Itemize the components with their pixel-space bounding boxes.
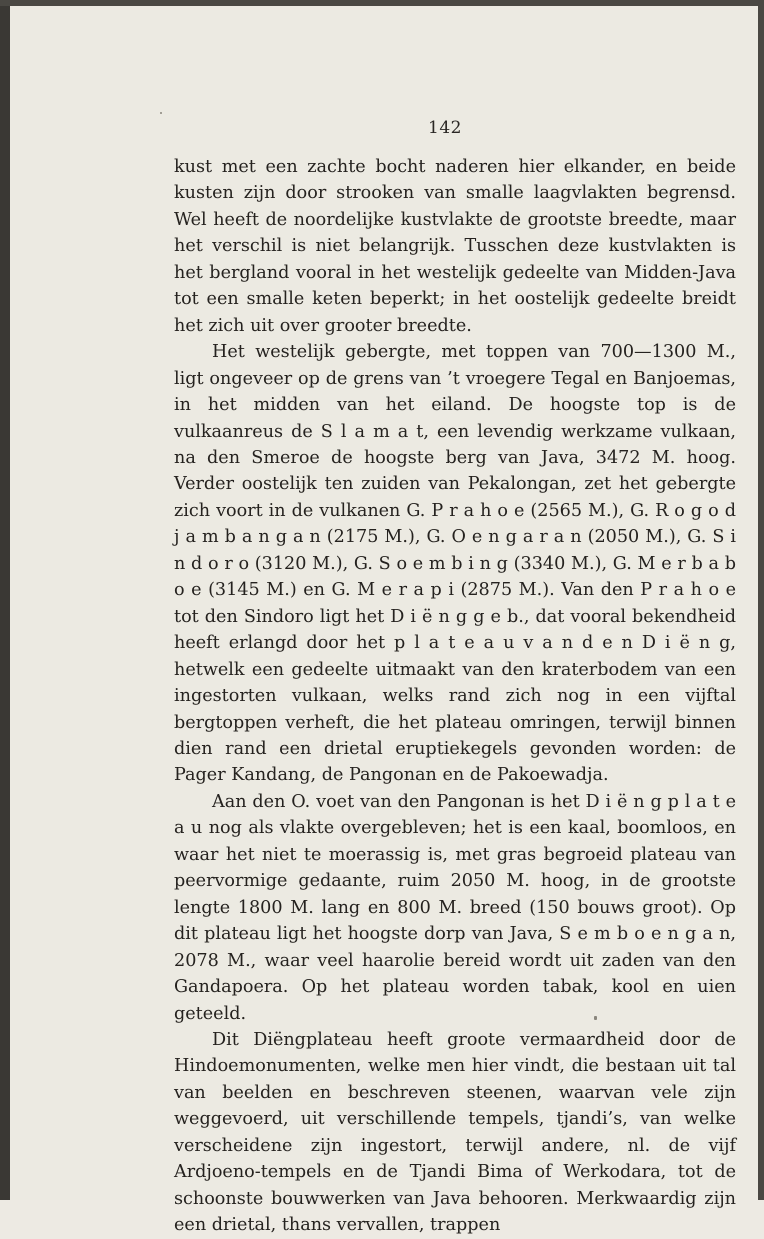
paragraph-3: Aan den O. voet van den Pangonan is het D i ë n g p l a t e a u nog als vlakte overgebleven; het is een kaal, boomloos, en waar het niet te moerassig is, met gras begroeid plateau van peervormige gedaante, ruim 2050 M. hoog, in de grootste lengte 1800 M. lang en 800 M. breed (150 bouws groot). Op dit plateau ligt het hoogste dorp van Java, S e m b o e n g a n, 2078 M., waar veel haarolie bereid wordt uit zaden van den Gandapoera. Op het plateau worden tabak, kool en uien geteeld. <box>174 791 736 1024</box>
paper-speck <box>160 112 162 114</box>
page-number: 142 <box>428 118 462 138</box>
scan-border-right <box>758 0 764 1200</box>
body-text <box>174 154 736 1239</box>
scan-border-left <box>0 0 10 1200</box>
paper-speck <box>594 1016 597 1020</box>
paragraph-1: kust met een zachte bocht naderen hier elkander, en beide kusten zijn door strooken van smalle laagvlakten begrensd. Wel heeft de noordelijke kustvlakte de grootste breedte, maar het verschil is niet belangrijk. Tusschen deze kustvlakten is het bergland vooral in het westelijk gedeelte van Midden-Java tot een smalle keten beperkt; in het oostelijk gedeelte breidt het zich uit over grooter breedte. <box>174 157 736 336</box>
book-page <box>10 6 758 1236</box>
paragraph-2: Het westelijk gebergte, met toppen van 700—1300 M., ligt ongeveer op de grens van ’t vroegere Tegal en Banjoemas, in het midden van het eiland. De hoogste top is de vulkaanreus de S l a m a t, een levendig werkzame vulkaan, na den Smeroe de hoogste berg van Java, 3472 M. hoog. Verder oostelijk ten zuiden van Pekalongan, zet het gebergte zich voort in de vulkanen G. P r a h o e (2565 M.), G. R o g o d j a m b a n g a n (2175 M.), G. O e n g a r a n (2050 M.), G. S i n d o r o (3120 M.), G. S o e m b i n g (3340 M.), G. M e r b a b o e (3145 M.) en G. M e r a p i (2875 M.). Van den P r a h o e tot den Sindoro ligt het D i ë n g g e b., dat vooral bekendheid heeft erlangd door het p l a t e a u v a n d e n D i ë n g, hetwelk een gedeelte uitmaakt van den kraterbodem van een ingestorten vulkaan, welks rand zich nog in een vijftal bergtoppen verheft, die het plateau omringen, terwijl binnen dien rand een drietal eruptiekegels gevonden worden: de Pager Kandang, de Pangonan en de Pakoewadja. <box>174 342 736 786</box>
paragraph-4: Dit Diëngplateau heeft groote vermaardheid door de Hindoemonumenten, welke men hier vindt, die bestaan uit tal van beelden en beschreven steenen, waarvan vele zijn weggevoerd, uit verschillende tempels, tjandi’s, van welke verscheidene zijn ingestort, terwijl andere, nl. de vijf Ardjoeno-tempels en de Tjandi Bima of Werkodara, tot de schoonste bouwwerken van Java behooren. Merkwaardig zijn een drietal, thans vervallen, trappen <box>174 1029 736 1236</box>
